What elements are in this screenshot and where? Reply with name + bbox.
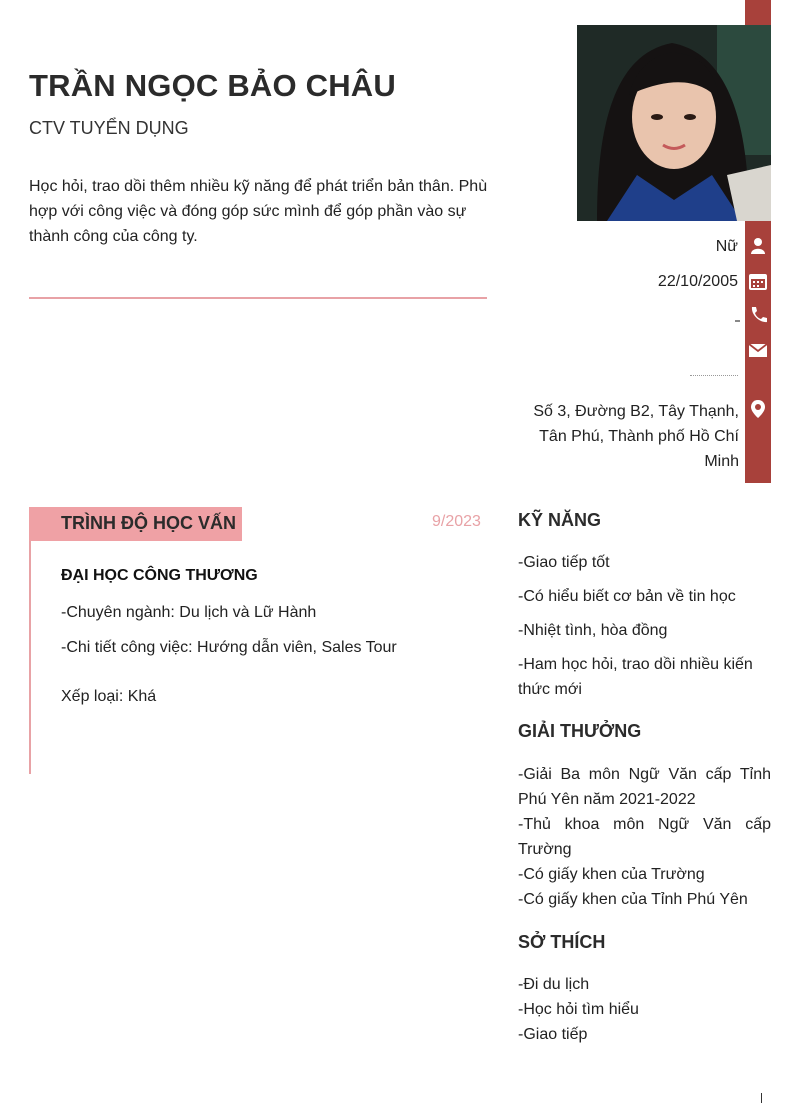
hobbies-title: SỞ THÍCH [518, 932, 606, 952]
candidate-name: TRẦN NGỌC BẢO CHÂU [29, 68, 396, 103]
birthdate-value: 22/10/2005 [657, 273, 738, 290]
education-timeline-line [29, 541, 31, 774]
skills-list [518, 550, 771, 702]
job-title: CTV TUYỂN DỤNG [29, 118, 189, 138]
list-item: -Giải Ba môn Ngữ Văn cấp Tỉnh Phú Yên năm 2021-2022 [518, 766, 771, 808]
awards-title: GIẢI THƯỞNG [518, 721, 642, 741]
list-item: -Giao tiếp [518, 1026, 588, 1043]
list-item: -Học hỏi tìm hiểu [518, 1001, 639, 1018]
list-item: -Nhiệt tình, hòa đồng [518, 622, 668, 639]
list-item: -Đi du lịch [518, 976, 590, 993]
skills-title: KỸ NĂNG [518, 510, 602, 530]
education-details: -Chi tiết công việc: Hướng dẫn viên, Sales Tour [61, 639, 397, 656]
list-item: -Có hiểu biết cơ bản về tin học [518, 588, 736, 605]
education-date: 9/2023 [432, 513, 481, 530]
education-title: TRÌNH ĐỘ HỌC VẤN [61, 513, 236, 533]
phone-icon [748, 305, 768, 325]
gender-value: Nữ [715, 238, 738, 255]
career-objective: Học hỏi, trao dồi thêm nhiều kỹ năng để phát triển bản thân. Phù hợp với công việc và đóng góp sức mình để góp phần vào sự thành công của công ty. [29, 178, 488, 245]
hobbies-list [518, 972, 771, 1047]
education-major: -Chuyên ngành: Du lịch và Lữ Hành [61, 604, 317, 621]
list-item: -Giao tiếp tốt [518, 554, 610, 571]
header-divider [29, 297, 487, 299]
page-mark [761, 1093, 762, 1103]
email-value [690, 371, 738, 376]
list-item: -Ham học hỏi, trao dồi nhiều kiến thức mới [518, 656, 753, 698]
school-name: ĐẠI HỌC CÔNG THƯƠNG [61, 567, 258, 584]
awards-list [518, 762, 771, 912]
location-icon [748, 399, 768, 419]
phone-value [735, 320, 740, 322]
email-icon [748, 340, 768, 360]
profile-photo [577, 25, 771, 221]
education-rank: Xếp loại: Khá [61, 688, 157, 705]
calendar-icon [748, 271, 768, 291]
user-icon [748, 236, 768, 256]
list-item: -Thủ khoa môn Ngữ Văn cấp Trường [518, 816, 771, 858]
accent-bar-top [745, 0, 771, 25]
list-item: -Có giấy khen của Trường [518, 866, 705, 883]
list-item: -Có giấy khen của Tỉnh Phú Yên [518, 891, 748, 908]
address-value: Số 3, Đường B2, Tây Thạnh, Tân Phú, Thành phố Hồ Chí Minh [533, 403, 739, 470]
